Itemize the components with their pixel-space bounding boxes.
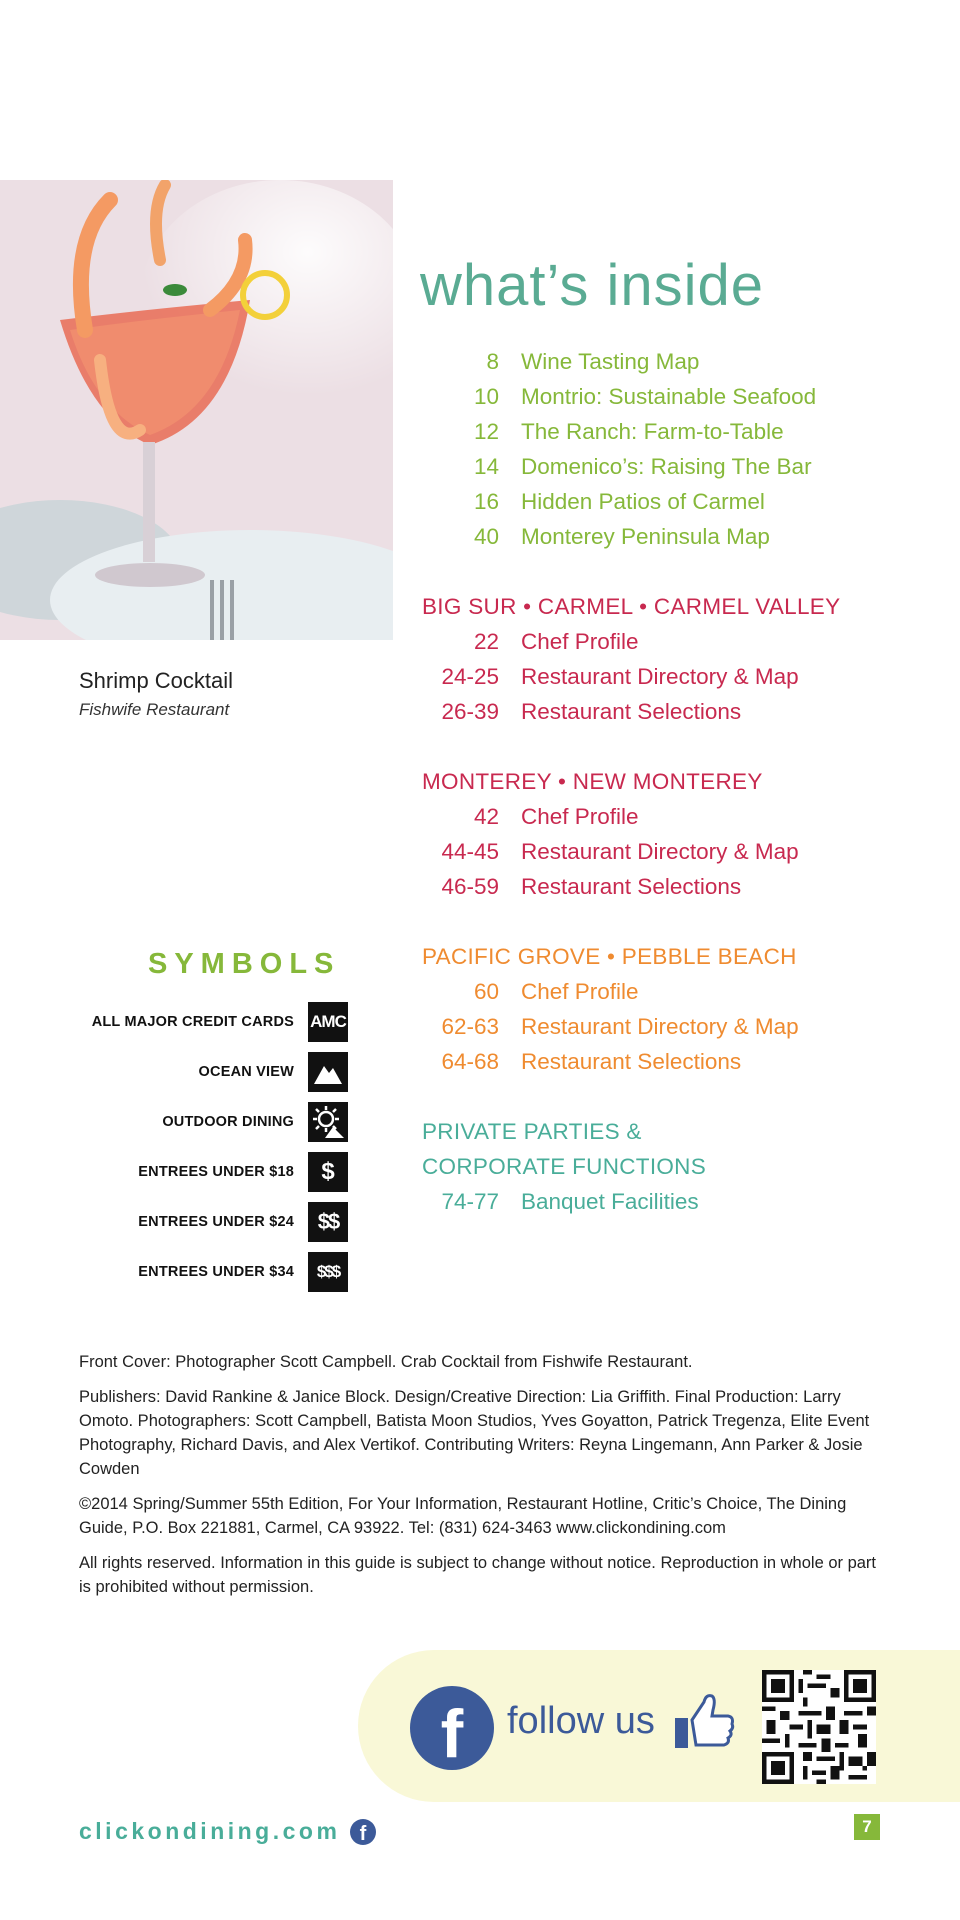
toc-page: 46-59 <box>441 874 499 899</box>
toc-title: Monterey Peninsula Map <box>521 524 770 549</box>
credits-rights: All rights reserved. Information in this guide is subject to change without notice. Reproduction in whole or part is prohibited without permission. <box>79 1554 877 1596</box>
toc-page: 22 <box>473 629 499 654</box>
symbol-label: ALL MAJOR CREDIT CARDS <box>91 1014 294 1030</box>
credits-edition: ©2014 Spring/Summer 55th Edition, For Your Information, Restaurant Hotline, Critic’s Choice, The Dining Guide, P.O. Box 221881, Carmel, CA 93922. Tel: (831) 624-3463 www.clickondining.com <box>79 1495 847 1537</box>
toc-page: 8 <box>486 349 499 374</box>
toc-page: 16 <box>473 489 499 514</box>
toc-page: 62-63 <box>441 1014 499 1039</box>
photo-caption-subtitle: Fishwife Restaurant <box>79 700 230 719</box>
toc-title: Chef Profile <box>521 979 639 1004</box>
follow-us-link[interactable]: follow us <box>507 1700 655 1742</box>
triple-dollar-icon: $$$ <box>308 1252 348 1292</box>
toc-page: 26-39 <box>441 699 499 724</box>
toc-item[interactable] <box>420 1014 799 1048</box>
toc-page: 14 <box>473 454 499 479</box>
credit-card-icon: AMC <box>308 1002 348 1042</box>
symbol-label: OCEAN VIEW <box>198 1064 294 1080</box>
symbol-label: ENTREES UNDER $34 <box>138 1264 294 1280</box>
toc-item[interactable] <box>420 1049 741 1083</box>
toc-item[interactable] <box>420 419 784 453</box>
toc-item[interactable] <box>420 349 699 383</box>
toc-title: Banquet Facilities <box>521 1189 699 1214</box>
toc-title: Restaurant Directory & Map <box>521 839 799 864</box>
toc-title: Hidden Patios of Carmel <box>521 489 765 514</box>
symbol-label: ENTREES UNDER $18 <box>138 1164 294 1180</box>
toc-page: 24-25 <box>441 664 499 689</box>
page-title: what’s inside <box>420 253 765 318</box>
thumbs-up-icon <box>672 1690 736 1752</box>
toc-title: Wine Tasting Map <box>521 349 700 374</box>
toc-title: Restaurant Directory & Map <box>521 664 799 689</box>
toc-title: Restaurant Selections <box>521 699 742 724</box>
toc-item[interactable] <box>420 699 741 733</box>
symbol-label: OUTDOOR DINING <box>162 1114 294 1130</box>
toc-page: 12 <box>473 419 499 444</box>
toc-page: 60 <box>473 979 499 1004</box>
symbol-row-under-24 <box>138 1202 348 1242</box>
section-heading-private-line1: PRIVATE PARTIES & <box>422 1119 642 1144</box>
dollar-icon: $ <box>308 1152 348 1192</box>
page-number: 7 <box>854 1814 880 1840</box>
ocean-view-icon <box>308 1052 348 1092</box>
toc-item[interactable] <box>420 454 812 488</box>
symbol-row-under-34 <box>138 1252 348 1292</box>
toc-item[interactable] <box>420 664 799 698</box>
symbol-label: ENTREES UNDER $24 <box>138 1214 294 1230</box>
footer-website-link[interactable]: clickondining.com <box>79 1818 341 1844</box>
toc-page: 74-77 <box>441 1189 499 1214</box>
toc-item[interactable] <box>420 384 816 418</box>
section-heading-pacific-grove: PACIFIC GROVE • PEBBLE BEACH <box>422 944 797 969</box>
credits-publishers: Publishers: David Rankine & Janice Block. Design/Creative Direction: Lia Griffith. Final Production: Larry Omoto. Photographers: Scott Campbell, Batista Moon Studios, Yves Goyatton, Patrick Tregenza, Elite Event Photography, Richard Davis, and Alex Vertikof. Contributing Writers: Reyna Lingemann, Ann Parker & Josie Cowden <box>79 1388 870 1478</box>
symbol-row-ocean-view <box>199 1052 348 1092</box>
shrimp-cocktail-photo <box>0 180 393 640</box>
toc-item[interactable] <box>420 839 799 873</box>
toc-title: Chef Profile <box>521 804 639 829</box>
symbol-row-under-18 <box>138 1152 348 1192</box>
toc-item[interactable] <box>420 629 639 663</box>
section-heading-big-sur: BIG SUR • CARMEL • CARMEL VALLEY <box>422 594 841 619</box>
double-dollar-icon: $$ <box>308 1202 348 1242</box>
toc-page: 40 <box>473 524 499 549</box>
toc-item[interactable] <box>420 804 639 838</box>
toc-item[interactable] <box>420 524 770 558</box>
credits-block <box>79 1350 879 1610</box>
toc-page: 42 <box>473 804 499 829</box>
photo-caption-title: Shrimp Cocktail <box>79 668 234 693</box>
sun-icon <box>308 1102 348 1142</box>
toc-title: Restaurant Directory & Map <box>521 1014 799 1039</box>
footer-facebook-icon[interactable]: f <box>350 1819 376 1845</box>
credits-cover: Front Cover: Photographer Scott Campbell. Crab Cocktail from Fishwife Restaurant. <box>79 1353 693 1371</box>
toc-page: 10 <box>473 384 499 409</box>
section-heading-private-line2: CORPORATE FUNCTIONS <box>422 1154 707 1179</box>
toc-page: 44-45 <box>441 839 499 864</box>
toc-item[interactable] <box>420 489 765 523</box>
qr-code[interactable] <box>762 1670 876 1784</box>
toc-page: 64-68 <box>441 1049 499 1074</box>
toc-title: Chef Profile <box>521 629 639 654</box>
toc-title: Restaurant Selections <box>521 874 742 899</box>
toc-title: Restaurant Selections <box>521 1049 742 1074</box>
symbol-row-credit-cards <box>92 1002 348 1042</box>
symbols-title: SYMBOLS <box>148 948 341 980</box>
section-heading-monterey: MONTEREY • NEW MONTEREY <box>422 769 763 794</box>
symbol-row-outdoor-dining <box>162 1102 348 1142</box>
toc-item[interactable] <box>420 979 639 1013</box>
toc-title: The Ranch: Farm-to-Table <box>521 419 784 444</box>
toc-item[interactable] <box>420 874 741 908</box>
toc-title: Domenico’s: Raising The Bar <box>521 454 812 479</box>
toc-title: Montrio: Sustainable Seafood <box>521 384 817 409</box>
toc-item[interactable] <box>420 1189 699 1223</box>
facebook-logo-letter: f <box>440 1696 464 1772</box>
